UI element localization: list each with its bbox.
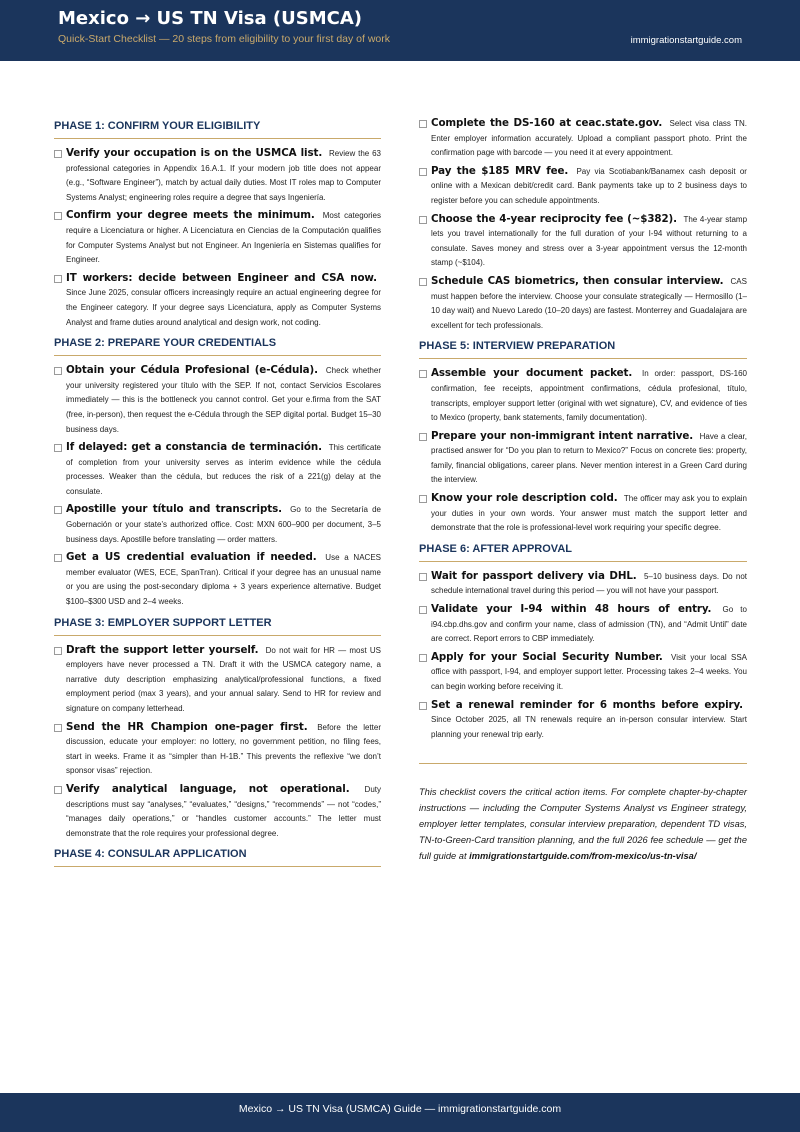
checkbox-icon[interactable] [419,168,427,176]
item-body: In order: passport, DS-160 confirmation, fee receipts, appointment confirmations, cédula profesional, título, transcripts, employer support letter (original with wet signature), CV, and evidence of ties to Mexico (property, bank statements, family documentation). [431,369,747,423]
checklist-item [419,569,747,599]
item-heading: If delayed: get a constancia de terminación. [66,441,322,454]
item-body: This certificate of completion from your university serves as interim evidence while the cédula processes. Weaker than the cédula, but reduces the risk of a 221(g) delay at the consulate. [66,443,381,496]
checklist-item [54,782,381,841]
checklist-item [54,550,381,609]
item-heading: Apply for your Social Security Number. [431,650,663,663]
phase-6-title: PHASE 6: AFTER APPROVAL [419,539,747,562]
item-heading: Complete the DS-160 at ceac.state.gov. [431,117,663,129]
header-site-link[interactable]: immigrationstartguide.com [630,35,742,46]
checklist-item [419,698,747,743]
item-body: Go to the Secretaría de Gobernación or your state’s authorized office. Cost: MXN 600–900 per document, 3–5 business days. Apostille before translating — order matters. [66,505,381,544]
item-body: Since June 2025, consular officers increasingly require an actual engineering degree for the Engineer category. If your degree says Licenciatura, apply as Computer Systems Analyst and frame duties around analytical and design work, not coding. [66,288,381,327]
checklist-item [54,363,381,437]
item-heading: Know your role description cold. [431,492,618,505]
item-heading: Pay the $185 MRV fee. [431,164,569,177]
item-body: Visit your local SSA office with passport, I-94, and employer support letter. Processing takes 2–4 weeks. You can begin working before receiving it. [431,652,747,691]
item-heading: Apostille your título and transcripts. [66,503,282,516]
checkbox-icon[interactable] [419,654,427,662]
item-heading: Set a renewal reminder for 6 months before expiry. [431,698,743,711]
guide-link[interactable]: immigrationstartguide.com/from-mexico/us-tn-visa/ [469,851,697,862]
item-body: Have a clear, practised answer for “Do you plan to return to Mexico?” Focus on concrete ties: property, family, financial obligations, career plans. Never mention interest in a Green Card during the interview. [431,431,747,485]
checkbox-icon[interactable] [419,573,427,581]
page-footer: Mexico → US TN Visa (USMCA) Guide — immigrationstartguide.com [0,1093,800,1132]
item-heading: Choose the 4-year reciprocity fee (~$382). [431,212,677,225]
checklist-item [419,212,747,271]
item-body: Do not wait for HR — most US employers have never processed a TN. Draft it with the USMCA category name, a narrative duty description emphasizing analytical/professional functions, a fixed employment period (max 3 years), and your annual salary. Send to HR for review and signature on company letterhead. [66,645,381,713]
phase-1-title: PHASE 1: CONFIRM YOUR ELIGIBILITY [54,116,381,139]
checklist-item [54,720,381,779]
checklist-item [54,271,381,330]
checkbox-icon[interactable] [419,606,427,614]
item-body: Select visa class TN. Enter employer information accurately. Upload a compliant passport photo. Print the confirmation page with barcode — you need it at every appointment. [431,119,747,158]
item-heading: Prepare your non-immigrant intent narrative. [431,429,694,442]
checklist-item [54,208,381,267]
checklist-item [419,429,747,488]
checkbox-icon[interactable] [419,216,427,224]
checklist-item [54,643,381,717]
item-heading: Wait for passport delivery via DHL. [431,569,637,582]
item-heading: Verify analytical language, not operational. [66,782,350,795]
closing-note [419,784,747,864]
item-heading: Validate your I-94 within 48 hours of entry. [431,603,712,616]
right-column [419,116,747,864]
phase-5-title: PHASE 5: INTERVIEW PREPARATION [419,336,747,359]
item-heading: Draft the support letter yourself. [66,643,259,656]
checkbox-icon[interactable] [54,275,62,283]
item-body: CAS must happen before the interview. Choose your consulate strategically — Hermosillo (1–10 day wait) and Nuevo Laredo (10–20 days) are fastest. Monterrey and Guadalajara are excellent for tech professionals. [431,276,747,330]
checklist-item [419,602,747,647]
checkbox-icon[interactable] [54,212,62,220]
checklist-item [419,650,747,695]
phase-4-title: PHASE 4: CONSULAR APPLICATION [54,844,381,867]
item-heading: Obtain your Cédula Profesional (e-Cédula). [66,364,318,377]
checkbox-icon[interactable] [54,724,62,732]
checkbox-icon[interactable] [419,702,427,710]
checkbox-icon[interactable] [419,278,427,286]
checkbox-icon[interactable] [419,433,427,441]
checklist-item [54,502,381,547]
checkbox-icon[interactable] [54,786,62,794]
item-body: The 4-year stamp lets you travel internationally for the full duration of your I-94 without returning to a consulate. Saves money and stress over a 3-year appointment versus the 12-month stamp (~$104). [431,214,748,268]
checklist-item [54,440,381,499]
item-body: Duty descriptions must say “analyses,” “evaluates,” “designs,” “recommends” — not “codes,” “manages daily operations,” or “handles customer accounts.” The letter must demonstrate that the role requires your professional degree. [66,784,381,838]
item-heading: IT workers: decide between Engineer and CSA now. [66,271,377,284]
item-body: Most categories require a Licenciatura or higher. A Licenciatura en Ciencias de la Computación qualifies for Computer Systems Analyst but not Engineer. An Ingeniería en Sistemas qualifies for Engineer. [66,211,382,265]
item-heading: Get a US credential evaluation if needed. [66,551,317,564]
closing-text: This checklist covers the critical action items. For complete chapter-by-chapter instructions — including the Computer Systems Analyst vs Engineer strategy, employer letter templates, consular interview preparation, dependent TD visas, TN-to-Green-Card transition planning, and the full 2026 fee schedule — get the full guide at [419,787,747,862]
item-heading: Schedule CAS biometrics, then consular interview. [431,274,724,287]
page-title: Mexico → US TN Visa (USMCA) [58,8,363,29]
item-body: Since October 2025, all TN renewals require an in-person consular interview. Start planning your renewal trip early. [431,715,747,739]
phase-2-title: PHASE 2: PREPARE YOUR CREDENTIALS [54,333,381,356]
item-body: Go to i94.cbp.dhs.gov and confirm your name, class of admission (TN), and “Admit Until” date are correct. Report errors to CBP immediately. [431,605,747,644]
checklist-item [419,164,747,209]
item-body: Before the letter discussion, educate your employer: no lottery, no government petition, no filing fees, start in weeks. Frame it as “simpler than H-1B.” This prevents the reflexive “we don’t sponsor visas” rejection. [66,722,381,776]
checkbox-icon[interactable] [54,506,62,514]
checkbox-icon[interactable] [419,495,427,503]
item-heading: Verify your occupation is on the USMCA list. [66,147,323,159]
item-body: Check whether your university registered your título with the SEP. If not, contact Servicios Escolares immediately — this is the bottleneck you cannot control. Get your e.firma from the SAT (free, in-person), then request the e-Cédula through the SEP digital portal. Budget 15–30 business days. [66,366,381,434]
checklist-item [419,366,747,425]
page-header [0,0,800,61]
page-subtitle: Quick-Start Checklist — 20 steps from eligibility to your first day of work [58,33,391,45]
checklist-item [419,491,747,536]
item-heading: Assemble your document packet. [431,367,633,380]
phase-3-title: PHASE 3: EMPLOYER SUPPORT LETTER [54,613,381,636]
checklist-item [419,116,747,161]
checkbox-icon[interactable] [54,367,62,375]
checkbox-icon[interactable] [54,150,62,158]
checkbox-icon[interactable] [419,120,427,128]
item-body: Pay via Scotiabank/Banamex cash deposit or online with a Mexican debit/credit card. Bank payments take up to 2 business days to register before you can schedule appointments. [431,166,747,205]
checklist-item [419,274,747,333]
checkbox-icon[interactable] [54,554,62,562]
item-heading: Send the HR Champion one-pager first. [66,720,308,733]
left-column [54,116,381,874]
item-body: The officer may ask you to explain your duties in your own words. Your answer must match the support letter and demonstrate that the role is professional-level work requiring your specific degree. [431,494,748,533]
item-heading: Confirm your degree meets the minimum. [66,209,315,222]
checkbox-icon[interactable] [419,370,427,378]
item-body: 5–10 business days. Do not schedule international travel during this period — you will not have your passport. [431,571,747,596]
checklist-item [54,146,381,205]
item-body: Use a NACES member evaluator (WES, ECE, SpanTran). Critical if your degree has an unusual name or you are using the post-secondary diploma + 3 years experience alternative. Budget $100–$300 USD and 2–4 weeks. [66,553,381,607]
checkbox-icon[interactable] [54,444,62,452]
item-body: Review the 63 professional categories in Appendix 16.A.1. If your modern job title does not appear (e.g., “Software Engineer”), match by actual daily duties. Most IT roles map to Computer Systems Analyst; engineering roles require a degree that says Ingeniería. [66,149,381,202]
checkbox-icon[interactable] [54,647,62,655]
